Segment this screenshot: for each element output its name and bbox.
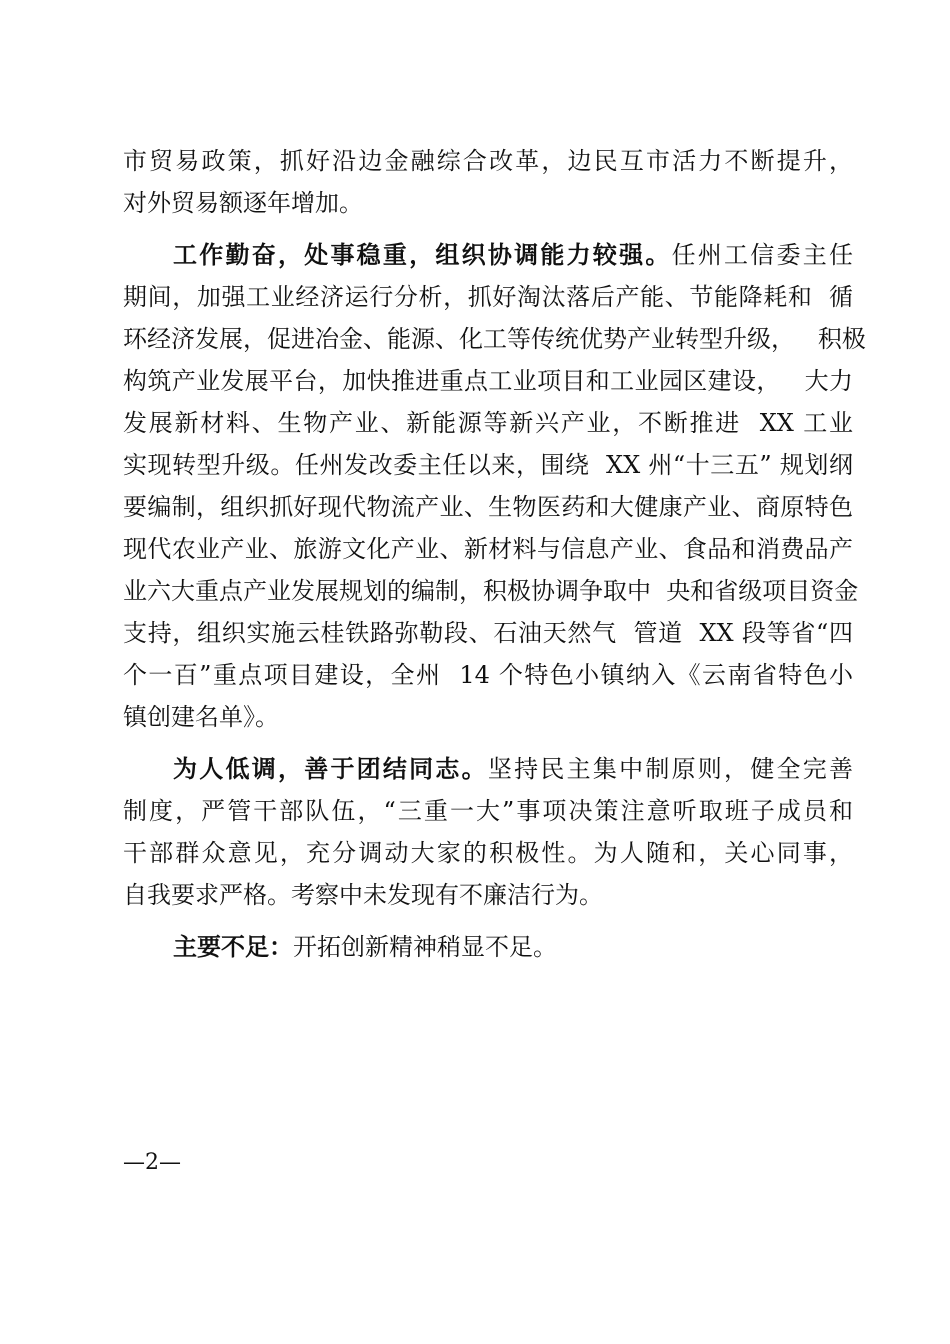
text-span: 任州工信委主任 <box>671 241 854 269</box>
text-line: 期间，加强工业经济运行分析，抓好淘汰落后产能、节能降耗和 循 <box>123 283 853 311</box>
text-line: 要编制，组织抓好现代物流产业、生物医药和大健康产业、商原特色 <box>123 493 853 521</box>
text-line: 实现转型升级。任州发改委主任以来，围绕 XX 州“十三五” 规划纲 <box>123 451 853 479</box>
text-line: 个一百”重点项目建设，全州 14 个特色小镇纳入《云南省特色小 <box>123 661 853 689</box>
text-line: 构筑产业发展平台，加快推进重点工业项目和工业园区建设， 大力 <box>123 367 853 395</box>
paragraph-shortcomings <box>123 926 853 968</box>
paragraph-trade-policy <box>123 140 853 224</box>
text-span: 坚持民主集中制原则，健全完善 <box>487 755 854 783</box>
text-line: 自我要求严格。考察中未发现有不廉洁行为。 <box>123 881 603 909</box>
document-body <box>123 140 866 968</box>
paragraph-heading: 工作勤奋，处事稳重，组织协调能力较强。 <box>173 241 672 269</box>
paragraph-personality <box>123 748 853 916</box>
text-line: 业六大重点产业发展规划的编制，积极协调争取中 央和省级项目资金 <box>123 577 859 605</box>
text-line: 支持，组织实施云桂铁路弥勒段、石油天然气 管道 XX 段等省“四 <box>123 619 853 647</box>
page-number: —2— <box>123 1150 181 1175</box>
text-line: 现代农业产业、旅游文化产业、新材料与信息产业、食品和消费品产 <box>123 535 853 563</box>
text-line: 干部群众意见，充分调动大家的积极性。为人随和，关心同事， <box>123 839 853 867</box>
paragraph-heading: 主要不足： <box>173 933 293 961</box>
text-line: 对外贸易额逐年增加。 <box>123 189 363 217</box>
text-line: 市贸易政策，抓好沿边金融综合改革，边民互市活力不断提升， <box>123 147 853 175</box>
text-line: 发展新材料、生物产业、新能源等新兴产业，不断推进 XX 工业 <box>123 409 853 437</box>
text-span: 开拓创新精神稍显不足。 <box>293 933 557 961</box>
text-line: 环经济发展，促进冶金、能源、化工等传统优势产业转型升级， 积极 <box>123 325 866 353</box>
paragraph-work-ability <box>123 234 866 738</box>
text-line <box>123 234 853 276</box>
text-line <box>123 926 853 968</box>
text-line: 镇创建名单》。 <box>123 703 279 731</box>
text-line: 制度，严管干部队伍，“三重一大”事项决策注意听取班子成员和 <box>123 797 853 825</box>
paragraph-heading: 为人低调，善于团结同志。 <box>173 755 488 783</box>
text-line <box>123 748 853 790</box>
